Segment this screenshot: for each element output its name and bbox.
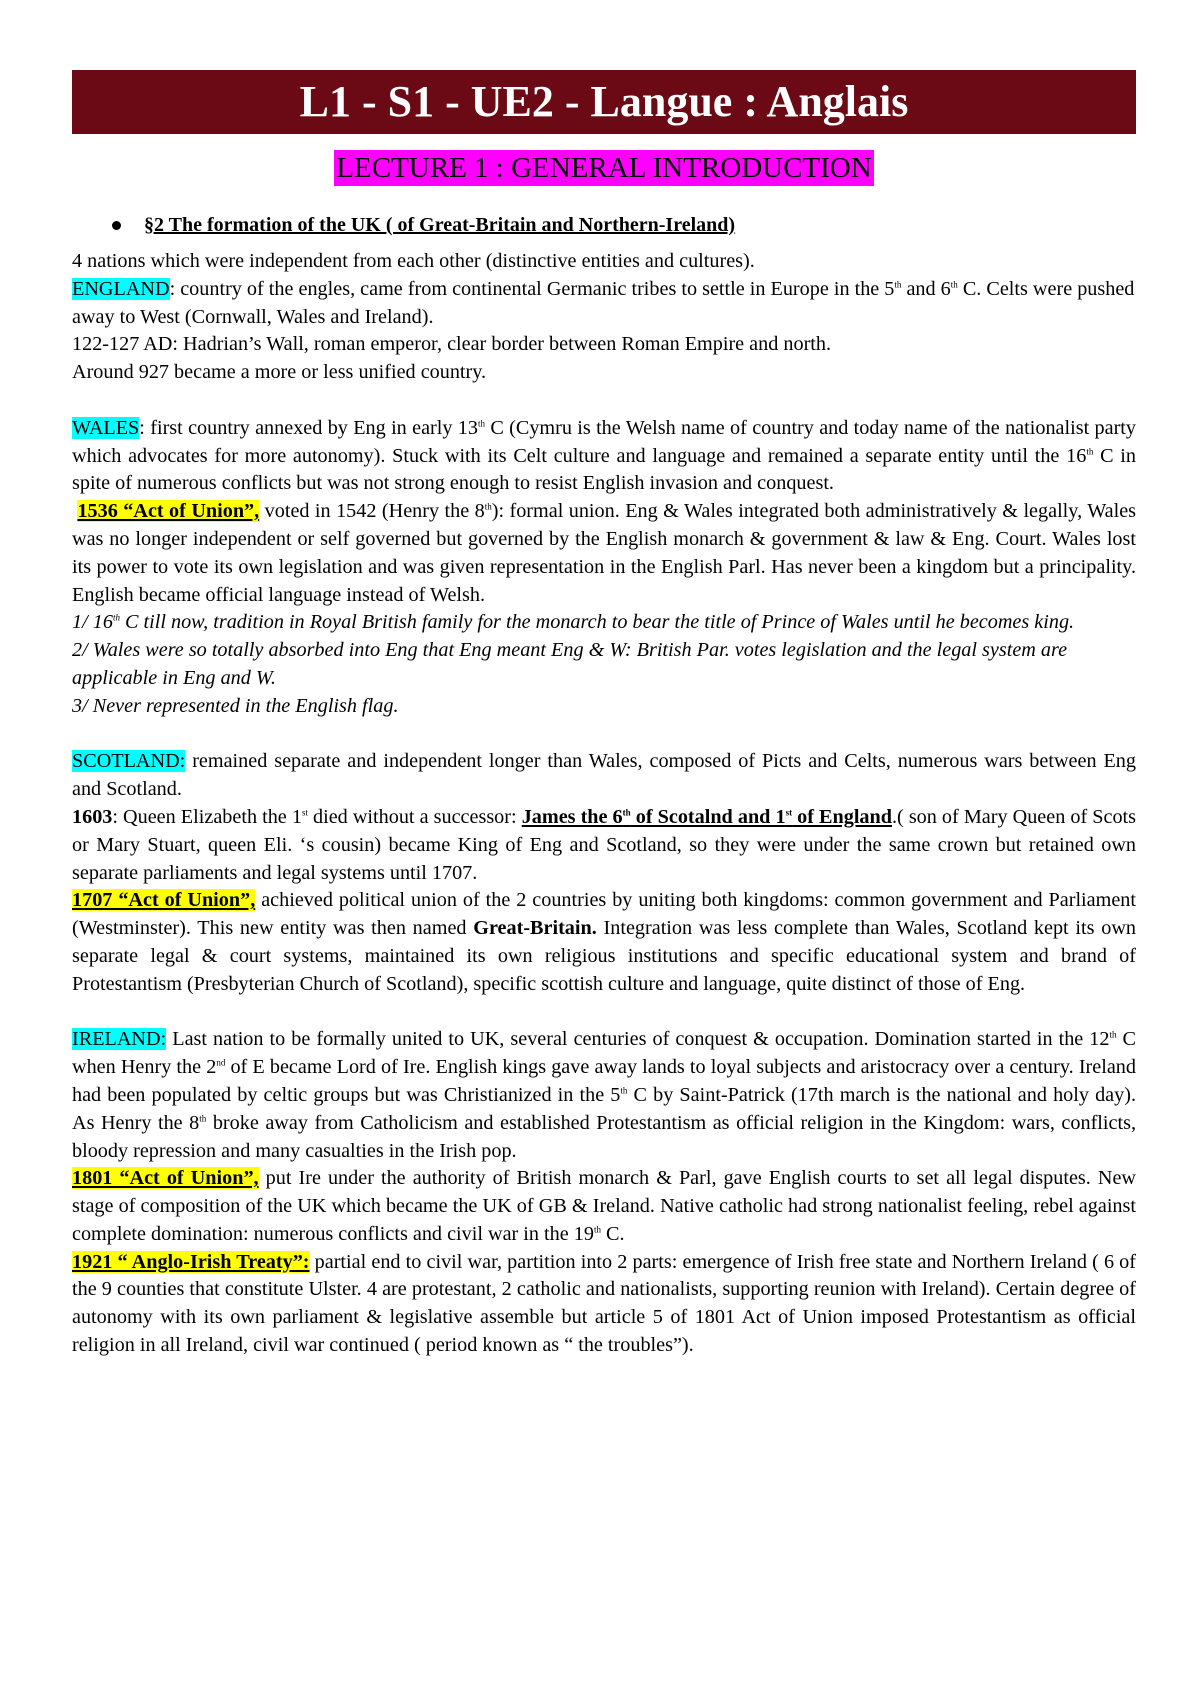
wales-text-b: C (Cymru is the Welsh name of country and today name of the nationalist party which advocates for more autonomy). Stuck with its Celt culture and language and remained a separate entity until the 16 xyxy=(72,416,1136,467)
scotland-king-c: of England xyxy=(792,805,892,828)
spacer xyxy=(72,721,1136,749)
ireland-treaty-1921: 1921 “ Anglo-Irish Treaty”: xyxy=(72,1250,310,1273)
wales-sup-2: th xyxy=(1086,445,1094,456)
section-heading-text: §2 The formation of the UK ( of Great-Britain and Northern-Ireland) xyxy=(144,214,736,236)
wales-act-text-b: ): formal union. Eng & Wales integrated both administratively & legally, Wales was no longer independent or self governed but governed by the English monarch & government & law & Eng. Court. Wales lost its power to vote its own legislation and was given representation in the English Parl. Has never been a kingdom but a principality. English became official language instead of Welsh. xyxy=(72,500,1137,606)
wales-paragraph xyxy=(72,415,1136,498)
wales-text-c: C in spite of numerous conflicts but was not strong enough to resist English invasion and conquest. xyxy=(72,444,1136,495)
ireland-paragraph xyxy=(72,1026,1136,1165)
scotland-1603-text-b: died without a successor: xyxy=(307,805,522,828)
document-page xyxy=(72,70,1136,1360)
document-title: L1 - S1 - UE2 - Langue : Anglais xyxy=(72,70,1136,134)
scotland-act-text-a: achieved political union of the 2 countries by uniting both kingdoms: common government and Parliament (Westminster). This new entity was then named xyxy=(72,889,1136,940)
section-heading xyxy=(112,212,1136,238)
ireland-act-text-b: C. xyxy=(600,1222,625,1245)
spacer xyxy=(72,387,1136,415)
wales-sup-3: th xyxy=(484,501,492,512)
scotland-paragraph xyxy=(72,748,1136,804)
ireland-text-a: Last nation to be formally united to UK, several centuries of conquest & occupation. Domination started in the 12 xyxy=(166,1028,1110,1051)
ireland-text-c: of E became Lord of Ire. English kings gave away lands to loyal subjects and aristocracy over a century. Ireland had been populated by celtic groups but was Christianized in the 5 xyxy=(72,1056,1136,1106)
ireland-treaty-paragraph xyxy=(72,1249,1136,1360)
scotland-act-paragraph xyxy=(72,887,1136,998)
wales-act-text-a: voted in 1542 (Henry the 8 xyxy=(259,500,485,523)
england-paragraph xyxy=(72,276,1136,332)
ireland-sup-2: nd xyxy=(216,1057,226,1068)
ireland-act-1801: 1801 “Act of Union”, xyxy=(72,1167,259,1190)
scotland-sup-2: th xyxy=(622,807,631,818)
scotland-act-1707: 1707 “Act of Union”, xyxy=(72,889,256,912)
great-britain-term: Great-Britain. xyxy=(473,917,597,940)
scotland-1603-paragraph xyxy=(72,804,1136,887)
wales-note-1 xyxy=(72,609,1136,637)
ireland-text-d: C by Saint-Patrick (17th march is the national and holy day). As Henry the 8 xyxy=(72,1083,1136,1134)
scotland-1603-text-a: : Queen Elizabeth the 1 xyxy=(112,805,302,828)
england-text-a: : country of the engles, came from continental Germanic tribes to settle in Europe in the 5 xyxy=(169,277,895,300)
england-sup-1: th xyxy=(894,279,902,290)
wales-act-1536: 1536 “Act of Union”, xyxy=(77,500,260,523)
scotland-label: SCOTLAND: xyxy=(72,750,186,773)
england-text-c: C. Celts were pushed away to West (Cornwall, Wales and Ireland). xyxy=(72,277,1135,328)
wales-sup-1: th xyxy=(477,418,485,429)
ireland-act-text-a: put Ire under the authority of British monarch & Parl, gave English courts to set all legal disputes. New stage of composition of the UK which became the UK of GB & Ireland. Native catholic had strong nationalist feeling, rebel against complete domination: numerous conflicts and civil war in the 19 xyxy=(72,1167,1136,1245)
scotland-text: remained separate and independent longer than Wales, composed of Picts and Celts, numerous wars between Eng and Scotland. xyxy=(72,750,1136,801)
england-sup-2: th xyxy=(950,279,958,290)
scotland-1603-text-c: .( son of Mary Queen of Scots or Mary Stuart, queen Eli. ‘s cousin) became King of Eng and Scotland, so they were under the same crown but retained own separate parliaments and legal systems until 1707. xyxy=(72,805,1137,884)
ireland-text-e: broke away from Catholicism and established Protestantism as official religion in the Kingdom: wars, conflicts, bloody repression and many casualties in the Irish pop. xyxy=(72,1111,1136,1162)
scotland-king-b: of Scotalnd and 1 xyxy=(630,805,786,828)
scotland-king-a: James the 6 xyxy=(521,805,623,828)
england-text-b: and 6 xyxy=(901,277,951,300)
wales-label: WALES xyxy=(72,416,140,439)
document-body xyxy=(72,248,1136,1360)
spacer xyxy=(72,999,1136,1027)
england-927: Around 927 became a more or less unified country. xyxy=(72,361,487,384)
scotland-year-1603: 1603 xyxy=(72,805,113,828)
ireland-sup-5: th xyxy=(593,1224,601,1235)
ireland-sup-1: th xyxy=(1109,1029,1117,1040)
wales-act-paragraph xyxy=(72,498,1136,609)
intro-paragraph: 4 nations which were independent from each other (distinctive entities and cultures). xyxy=(72,250,755,272)
ireland-label: IRELAND: xyxy=(72,1028,167,1051)
lecture-heading: LECTURE 1 : GENERAL INTRODUCTION xyxy=(336,152,872,184)
scotland-sup-3: st xyxy=(785,807,793,818)
ireland-sup-4: th xyxy=(199,1112,207,1123)
ireland-treaty-text: partial end to civil war, partition into 2 parts: emergence of Irish free state and Northern Ireland ( 6 of the 9 counties that constitute Ulster. 4 are protestant, 2 catholic and nationalists, supporting reunion with Ireland). Certain degree of autonomy with its own parliament & legislative assemble but article 5 of 1801 Act of Union imposed Protestantism as official religion in all Ireland, civil war continued ( period known as “ the troubles”). xyxy=(72,1250,1136,1357)
wales-note-1-b: C till now, tradition in Royal British family for the monarch to bear the title of Prince of Wales until he becomes king. xyxy=(119,611,1075,634)
scotland-king xyxy=(522,806,892,828)
england-label: ENGLAND xyxy=(72,277,170,300)
wales-note-3: 3/ Never represented in the English flag. xyxy=(72,694,399,717)
ireland-text-b: C when Henry the 2 xyxy=(72,1028,1137,1079)
wales-note-2: 2/ Wales were so totally absorbed into Eng that Eng meant Eng & W: British Par. votes legislation and the legal system are applicable in Eng and W. xyxy=(72,639,1068,689)
wales-text-a: : first country annexed by Eng in early 13 xyxy=(139,416,478,439)
wales-note-1-a: 1/ 16 xyxy=(72,611,113,634)
ireland-sup-3: th xyxy=(620,1085,628,1096)
england-hadrian: 122-127 AD: Hadrian’s Wall, roman emperor, clear border between Roman Empire and north. xyxy=(72,333,832,356)
scotland-sup-1: st xyxy=(301,807,308,818)
lecture-heading-wrap xyxy=(72,150,1136,186)
wales-sup-4: th xyxy=(112,612,120,623)
scotland-act-text-b: Integration was less complete than Wales, Scotland kept its own separate legal & court systems, maintained its own religious institutions and specific educational system and brand of Protestantism (Presbyterian Church of Scotland), specific scottish culture and language, quite distinct of those of Eng. xyxy=(72,917,1137,995)
bullet-icon xyxy=(112,221,121,230)
ireland-act-paragraph xyxy=(72,1165,1136,1248)
